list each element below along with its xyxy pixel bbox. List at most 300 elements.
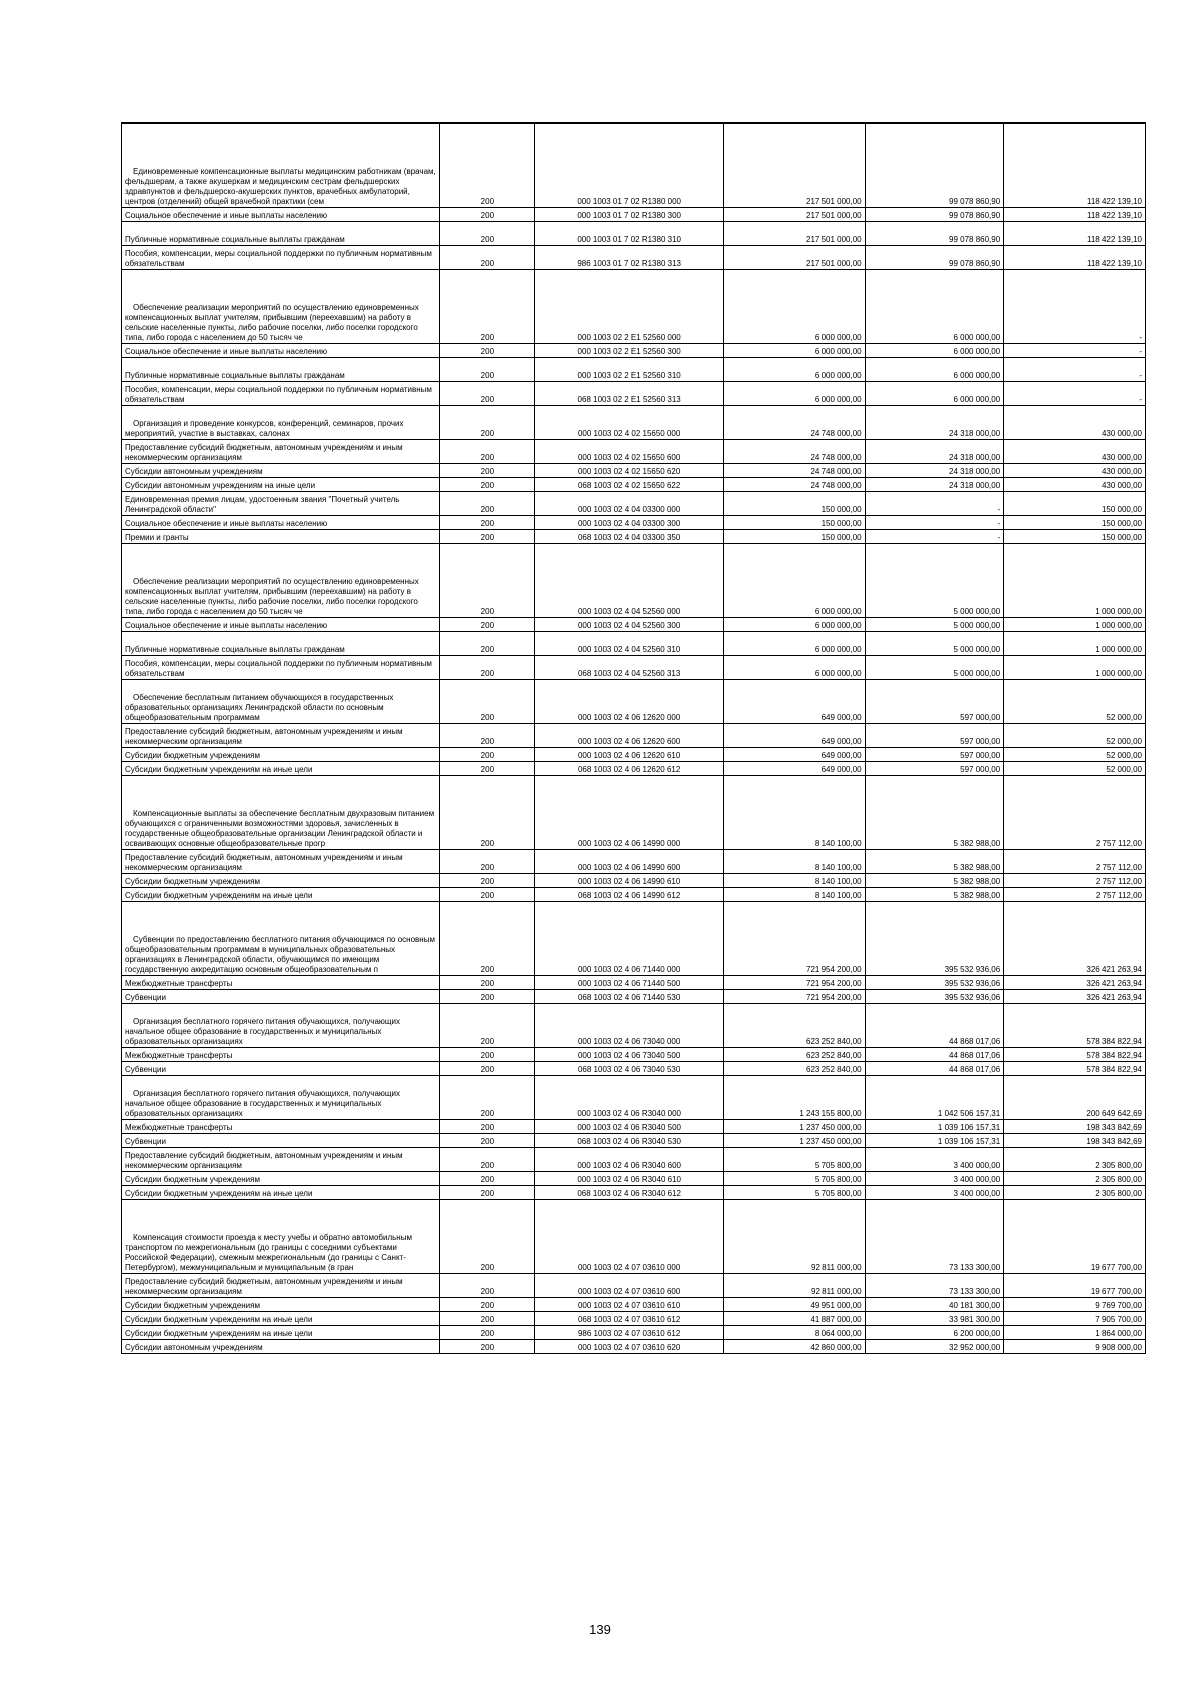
row-classifier-cell: 068 1003 02 4 06 R3040 530 <box>535 1133 723 1147</box>
row-plan-cell: 150 000,00 <box>723 529 865 543</box>
row-plan-cell: 649 000,00 <box>723 747 865 761</box>
row-code-cell: 200 <box>440 679 535 723</box>
table-row <box>122 1061 1146 1075</box>
row-classifier-cell: 986 1003 01 7 02 R1380 313 <box>535 245 723 269</box>
row-plan-cell: 721 954 200,00 <box>723 901 865 975</box>
row-code-cell: 200 <box>440 543 535 617</box>
row-code-cell: 200 <box>440 269 535 343</box>
row-code-cell: 200 <box>440 207 535 221</box>
row-name-cell: Субсидии бюджетным учреждениям на иные цели <box>122 761 440 775</box>
row-code-cell: 200 <box>440 989 535 1003</box>
row-plan-cell: 24 748 000,00 <box>723 439 865 463</box>
table-row <box>122 269 1146 343</box>
row-code-cell: 200 <box>440 357 535 381</box>
row-name-cell: Предоставление субсидий бюджетным, автономным учреждениям и иным некоммерческим организациям <box>122 1273 440 1297</box>
row-executed-cell: - <box>865 515 1004 529</box>
row-executed-cell: 6 200 000,00 <box>865 1325 1004 1339</box>
row-name-cell: Субсидии бюджетным учреждениям <box>122 1171 440 1185</box>
row-name-cell: Социальное обеспечение и иные выплаты населению <box>122 617 440 631</box>
row-code-cell: 200 <box>440 1075 535 1119</box>
row-executed-cell: 44 868 017,06 <box>865 1061 1004 1075</box>
row-executed-cell: 597 000,00 <box>865 723 1004 747</box>
row-remaining-cell: 430 000,00 <box>1004 439 1146 463</box>
table-row <box>122 1325 1146 1339</box>
row-code-cell: 200 <box>440 245 535 269</box>
row-name-cell: Пособия, компенсации, меры социальной поддержки по публичным нормативным обязательствам <box>122 655 440 679</box>
table-row <box>122 775 1146 849</box>
table-row <box>122 679 1146 723</box>
table-row <box>122 463 1146 477</box>
row-classifier-cell: 000 1003 02 2 E1 52560 310 <box>535 357 723 381</box>
row-remaining-cell: 118 422 139,10 <box>1004 221 1146 245</box>
row-remaining-cell: 9 908 000,00 <box>1004 1339 1146 1353</box>
row-code-cell: 200 <box>440 775 535 849</box>
row-name-cell: Предоставление субсидий бюджетным, автономным учреждениям и иным некоммерческим организациям <box>122 849 440 873</box>
table-row <box>122 1297 1146 1311</box>
row-plan-cell: 6 000 000,00 <box>723 343 865 357</box>
row-classifier-cell: 068 1003 02 4 04 03300 350 <box>535 529 723 543</box>
row-code-cell: 200 <box>440 631 535 655</box>
table-body <box>122 123 1146 1353</box>
row-executed-cell: 73 133 300,00 <box>865 1199 1004 1273</box>
row-classifier-cell: 000 1003 01 7 02 R1380 000 <box>535 123 723 207</box>
row-classifier-cell: 000 1003 02 4 07 03610 600 <box>535 1273 723 1297</box>
table-row <box>122 1047 1146 1061</box>
row-classifier-cell: 068 1003 02 4 07 03610 612 <box>535 1311 723 1325</box>
row-remaining-cell: 7 905 700,00 <box>1004 1311 1146 1325</box>
table-row <box>122 617 1146 631</box>
row-remaining-cell: 118 422 139,10 <box>1004 123 1146 207</box>
row-code-cell: 200 <box>440 1171 535 1185</box>
row-executed-cell: 73 133 300,00 <box>865 1273 1004 1297</box>
row-plan-cell: 150 000,00 <box>723 515 865 529</box>
row-executed-cell: 3 400 000,00 <box>865 1171 1004 1185</box>
row-plan-cell: 649 000,00 <box>723 761 865 775</box>
table-row <box>122 655 1146 679</box>
row-executed-cell: 5 382 988,00 <box>865 887 1004 901</box>
row-remaining-cell: 2 305 800,00 <box>1004 1147 1146 1171</box>
row-executed-cell: 44 868 017,06 <box>865 1003 1004 1047</box>
row-executed-cell: 395 532 936,06 <box>865 989 1004 1003</box>
row-remaining-cell: 1 000 000,00 <box>1004 631 1146 655</box>
row-name-cell: Пособия, компенсации, меры социальной поддержки по публичным нормативным обязательствам <box>122 381 440 405</box>
row-code-cell: 200 <box>440 1339 535 1353</box>
page-number: 139 <box>589 1622 611 1637</box>
table-row <box>122 515 1146 529</box>
table-row <box>122 1199 1146 1273</box>
table-row <box>122 439 1146 463</box>
budget-table-container <box>121 122 1146 1354</box>
row-executed-cell: 5 000 000,00 <box>865 655 1004 679</box>
row-executed-cell: 32 952 000,00 <box>865 1339 1004 1353</box>
row-remaining-cell: 2 757 112,00 <box>1004 873 1146 887</box>
row-classifier-cell: 000 1003 01 7 02 R1380 310 <box>535 221 723 245</box>
row-remaining-cell: 2 305 800,00 <box>1004 1185 1146 1199</box>
row-remaining-cell: 1 000 000,00 <box>1004 543 1146 617</box>
table-row <box>122 491 1146 515</box>
row-plan-cell: 1 237 450 000,00 <box>723 1133 865 1147</box>
row-remaining-cell: 19 677 700,00 <box>1004 1199 1146 1273</box>
row-name-cell: Субвенции по предоставлению бесплатного питания обучающимся по основным общеобразовательным программам в муниципальных образовательных организациях в Ленинградской области, обучающимся по имеющим государственную аккредитацию основным общеобразовательным п <box>122 901 440 975</box>
row-code-cell: 200 <box>440 1325 535 1339</box>
row-executed-cell: 5 382 988,00 <box>865 873 1004 887</box>
row-remaining-cell: - <box>1004 269 1146 343</box>
row-name-cell: Предоставление субсидий бюджетным, автономным учреждениям и иным некоммерческим организациям <box>122 439 440 463</box>
row-remaining-cell: 150 000,00 <box>1004 515 1146 529</box>
row-plan-cell: 6 000 000,00 <box>723 381 865 405</box>
row-remaining-cell: 150 000,00 <box>1004 529 1146 543</box>
row-code-cell: 200 <box>440 887 535 901</box>
row-executed-cell: 5 000 000,00 <box>865 617 1004 631</box>
row-classifier-cell: 068 1003 02 4 06 71440 530 <box>535 989 723 1003</box>
table-row <box>122 747 1146 761</box>
row-classifier-cell: 000 1003 02 4 06 R3040 000 <box>535 1075 723 1119</box>
table-row <box>122 1171 1146 1185</box>
row-name-cell: Единовременная премия лицам, удостоенным звания "Почетный учитель Ленинградской области" <box>122 491 440 515</box>
table-row <box>122 723 1146 747</box>
row-executed-cell: 5 382 988,00 <box>865 849 1004 873</box>
row-plan-cell: 721 954 200,00 <box>723 989 865 1003</box>
row-name-cell: Пособия, компенсации, меры социальной поддержки по публичным нормативным обязательствам <box>122 245 440 269</box>
table-row <box>122 761 1146 775</box>
row-executed-cell: 24 318 000,00 <box>865 439 1004 463</box>
row-code-cell: 200 <box>440 617 535 631</box>
row-classifier-cell: 000 1003 02 4 04 03300 000 <box>535 491 723 515</box>
row-executed-cell: 597 000,00 <box>865 747 1004 761</box>
row-plan-cell: 6 000 000,00 <box>723 655 865 679</box>
row-name-cell: Предоставление субсидий бюджетным, автономным учреждениям и иным некоммерческим организациям <box>122 1147 440 1171</box>
row-executed-cell: 5 000 000,00 <box>865 543 1004 617</box>
row-executed-cell: 3 400 000,00 <box>865 1147 1004 1171</box>
row-executed-cell: 597 000,00 <box>865 679 1004 723</box>
row-classifier-cell: 000 1003 02 2 E1 52560 000 <box>535 269 723 343</box>
row-remaining-cell: 200 649 642,69 <box>1004 1075 1146 1119</box>
row-plan-cell: 5 705 800,00 <box>723 1171 865 1185</box>
table-row <box>122 1185 1146 1199</box>
row-remaining-cell: - <box>1004 343 1146 357</box>
row-executed-cell: 44 868 017,06 <box>865 1047 1004 1061</box>
row-code-cell: 200 <box>440 873 535 887</box>
row-code-cell: 200 <box>440 1119 535 1133</box>
row-classifier-cell: 068 1003 02 4 04 52560 313 <box>535 655 723 679</box>
row-remaining-cell: 2 305 800,00 <box>1004 1171 1146 1185</box>
row-executed-cell: 6 000 000,00 <box>865 357 1004 381</box>
row-remaining-cell: 578 384 822,94 <box>1004 1047 1146 1061</box>
row-remaining-cell: 52 000,00 <box>1004 679 1146 723</box>
row-classifier-cell: 000 1003 02 4 04 52560 310 <box>535 631 723 655</box>
table-row <box>122 887 1146 901</box>
row-plan-cell: 623 252 840,00 <box>723 1061 865 1075</box>
row-code-cell: 200 <box>440 901 535 975</box>
row-code-cell: 200 <box>440 1061 535 1075</box>
row-remaining-cell: 52 000,00 <box>1004 723 1146 747</box>
row-name-cell: Организация и проведение конкурсов, конференций, семинаров, прочих мероприятий, участие в выставках, салонах <box>122 405 440 439</box>
row-remaining-cell: 1 000 000,00 <box>1004 655 1146 679</box>
row-code-cell: 200 <box>440 1147 535 1171</box>
row-remaining-cell: 19 677 700,00 <box>1004 1273 1146 1297</box>
row-plan-cell: 6 000 000,00 <box>723 617 865 631</box>
row-code-cell: 200 <box>440 1003 535 1047</box>
row-executed-cell: - <box>865 529 1004 543</box>
row-plan-cell: 6 000 000,00 <box>723 269 865 343</box>
row-code-cell: 200 <box>440 723 535 747</box>
row-name-cell: Субсидии бюджетным учреждениям <box>122 1297 440 1311</box>
row-classifier-cell: 000 1003 02 4 06 73040 000 <box>535 1003 723 1047</box>
row-name-cell: Социальное обеспечение и иные выплаты населению <box>122 515 440 529</box>
row-code-cell: 200 <box>440 221 535 245</box>
table-row <box>122 529 1146 543</box>
row-remaining-cell: 326 421 263,94 <box>1004 975 1146 989</box>
row-plan-cell: 721 954 200,00 <box>723 975 865 989</box>
row-remaining-cell: 9 769 700,00 <box>1004 1297 1146 1311</box>
table-row <box>122 1133 1146 1147</box>
row-plan-cell: 6 000 000,00 <box>723 631 865 655</box>
table-row <box>122 381 1146 405</box>
row-classifier-cell: 000 1003 02 4 04 52560 300 <box>535 617 723 631</box>
row-classifier-cell: 000 1003 02 4 06 14990 610 <box>535 873 723 887</box>
row-plan-cell: 8 140 100,00 <box>723 873 865 887</box>
row-plan-cell: 5 705 800,00 <box>723 1147 865 1171</box>
row-code-cell: 200 <box>440 1311 535 1325</box>
row-name-cell: Субвенции <box>122 1061 440 1075</box>
table-row <box>122 1273 1146 1297</box>
table-row <box>122 1311 1146 1325</box>
row-remaining-cell: 2 757 112,00 <box>1004 849 1146 873</box>
row-classifier-cell: 068 1003 02 4 06 R3040 612 <box>535 1185 723 1199</box>
row-name-cell: Компенсационные выплаты за обеспечение бесплатным двухразовым питанием обучающихся с ограниченными возможностями здоровья, зачисленных в государственные общеобразовательные организации Ленинградской области и осваивающих основные общеобразовательные прогр <box>122 775 440 849</box>
row-remaining-cell: 198 343 842,69 <box>1004 1133 1146 1147</box>
row-remaining-cell: 578 384 822,94 <box>1004 1061 1146 1075</box>
row-plan-cell: 1 237 450 000,00 <box>723 1119 865 1133</box>
row-plan-cell: 217 501 000,00 <box>723 245 865 269</box>
table-row <box>122 901 1146 975</box>
row-plan-cell: 217 501 000,00 <box>723 123 865 207</box>
row-name-cell: Компенсация стоимости проезда к месту учебы и обратно автомобильным транспортом по межрегиональным (до границы с соседними субъектами Российской Федерации), смежным межрегиональным (до границы с Санкт-Петербургом), межмуниципальным и муниципальным (в гран <box>122 1199 440 1273</box>
row-code-cell: 200 <box>440 439 535 463</box>
table-row <box>122 245 1146 269</box>
row-code-cell: 200 <box>440 1185 535 1199</box>
row-name-cell: Субсидии бюджетным учреждениям на иные цели <box>122 1185 440 1199</box>
row-remaining-cell: 2 757 112,00 <box>1004 887 1146 901</box>
table-row <box>122 1003 1146 1047</box>
row-code-cell: 200 <box>440 123 535 207</box>
row-executed-cell: 6 000 000,00 <box>865 343 1004 357</box>
table-row <box>122 989 1146 1003</box>
row-name-cell: Организация бесплатного горячего питания обучающихся, получающих начальное общее образование в государственных и муниципальных образовательных организациях <box>122 1003 440 1047</box>
row-code-cell: 200 <box>440 655 535 679</box>
row-remaining-cell: 118 422 139,10 <box>1004 207 1146 221</box>
row-plan-cell: 8 064 000,00 <box>723 1325 865 1339</box>
row-code-cell: 200 <box>440 463 535 477</box>
row-code-cell: 200 <box>440 975 535 989</box>
row-name-cell: Организация бесплатного горячего питания обучающихся, получающих начальное общее образование в государственных и муниципальных образовательных организациях <box>122 1075 440 1119</box>
row-code-cell: 200 <box>440 515 535 529</box>
row-classifier-cell: 000 1003 02 4 06 14990 600 <box>535 849 723 873</box>
row-classifier-cell: 000 1003 02 4 02 15650 000 <box>535 405 723 439</box>
row-executed-cell: 24 318 000,00 <box>865 463 1004 477</box>
row-remaining-cell: 430 000,00 <box>1004 405 1146 439</box>
row-executed-cell: 6 000 000,00 <box>865 381 1004 405</box>
row-plan-cell: 623 252 840,00 <box>723 1047 865 1061</box>
row-remaining-cell: 150 000,00 <box>1004 491 1146 515</box>
row-remaining-cell: 430 000,00 <box>1004 477 1146 491</box>
row-code-cell: 200 <box>440 491 535 515</box>
row-name-cell: Субсидии автономным учреждениям <box>122 1339 440 1353</box>
row-classifier-cell: 000 1003 02 4 06 73040 500 <box>535 1047 723 1061</box>
row-classifier-cell: 000 1003 02 4 06 12620 000 <box>535 679 723 723</box>
row-executed-cell: 33 981 300,00 <box>865 1311 1004 1325</box>
row-classifier-cell: 000 1003 02 4 07 03610 620 <box>535 1339 723 1353</box>
row-remaining-cell: 118 422 139,10 <box>1004 245 1146 269</box>
row-classifier-cell: 000 1003 02 4 06 12620 610 <box>535 747 723 761</box>
table-row <box>122 357 1146 381</box>
row-executed-cell: 6 000 000,00 <box>865 269 1004 343</box>
row-code-cell: 200 <box>440 405 535 439</box>
row-plan-cell: 49 951 000,00 <box>723 1297 865 1311</box>
row-classifier-cell: 068 1003 02 4 06 73040 530 <box>535 1061 723 1075</box>
row-remaining-cell: 578 384 822,94 <box>1004 1003 1146 1047</box>
row-name-cell: Субсидии бюджетным учреждениям <box>122 873 440 887</box>
row-executed-cell: 5 000 000,00 <box>865 631 1004 655</box>
row-classifier-cell: 000 1003 02 4 07 03610 610 <box>535 1297 723 1311</box>
row-plan-cell: 6 000 000,00 <box>723 543 865 617</box>
row-plan-cell: 6 000 000,00 <box>723 357 865 381</box>
row-plan-cell: 217 501 000,00 <box>723 221 865 245</box>
table-row <box>122 343 1146 357</box>
table-row <box>122 975 1146 989</box>
row-executed-cell: 99 078 860,90 <box>865 123 1004 207</box>
row-plan-cell: 217 501 000,00 <box>723 207 865 221</box>
row-code-cell: 200 <box>440 1133 535 1147</box>
row-remaining-cell: 52 000,00 <box>1004 761 1146 775</box>
table-row <box>122 1119 1146 1133</box>
row-classifier-cell: 000 1003 01 7 02 R1380 300 <box>535 207 723 221</box>
row-plan-cell: 41 887 000,00 <box>723 1311 865 1325</box>
row-executed-cell: 99 078 860,90 <box>865 207 1004 221</box>
row-name-cell: Социальное обеспечение и иные выплаты населению <box>122 343 440 357</box>
row-plan-cell: 649 000,00 <box>723 679 865 723</box>
row-name-cell: Обеспечение реализации мероприятий по осуществлению единовременных компенсационных выплат учителям, прибывшим (переехавшим) на работу в сельские населенные пункты, либо рабочие поселки, либо поселки городского типа, либо города с населением до 50 тысяч че <box>122 269 440 343</box>
row-code-cell: 200 <box>440 1199 535 1273</box>
row-code-cell: 200 <box>440 1273 535 1297</box>
row-name-cell: Премии и гранты <box>122 529 440 543</box>
table-row <box>122 543 1146 617</box>
row-executed-cell: 24 318 000,00 <box>865 477 1004 491</box>
row-code-cell: 200 <box>440 1297 535 1311</box>
row-executed-cell: 24 318 000,00 <box>865 405 1004 439</box>
row-name-cell: Субсидии автономным учреждениям на иные цели <box>122 477 440 491</box>
row-name-cell: Социальное обеспечение и иные выплаты населению <box>122 207 440 221</box>
table-row <box>122 1339 1146 1353</box>
row-classifier-cell: 000 1003 02 4 04 03300 300 <box>535 515 723 529</box>
row-classifier-cell: 000 1003 02 4 06 R3040 600 <box>535 1147 723 1171</box>
row-plan-cell: 1 243 155 800,00 <box>723 1075 865 1119</box>
row-executed-cell: 3 400 000,00 <box>865 1185 1004 1199</box>
row-executed-cell: 40 181 300,00 <box>865 1297 1004 1311</box>
row-name-cell: Субсидии автономным учреждениям <box>122 463 440 477</box>
row-name-cell: Субвенции <box>122 989 440 1003</box>
row-plan-cell: 92 811 000,00 <box>723 1273 865 1297</box>
row-classifier-cell: 068 1003 02 4 06 12620 612 <box>535 761 723 775</box>
budget-execution-table <box>121 122 1146 1354</box>
row-plan-cell: 8 140 100,00 <box>723 775 865 849</box>
row-code-cell: 200 <box>440 477 535 491</box>
row-name-cell: Субсидии бюджетным учреждениям на иные цели <box>122 1325 440 1339</box>
row-name-cell: Межбюджетные трансферты <box>122 975 440 989</box>
row-plan-cell: 150 000,00 <box>723 491 865 515</box>
table-row <box>122 405 1146 439</box>
row-classifier-cell: 000 1003 02 4 04 52560 000 <box>535 543 723 617</box>
row-name-cell: Публичные нормативные социальные выплаты гражданам <box>122 631 440 655</box>
row-code-cell: 200 <box>440 849 535 873</box>
row-remaining-cell: 198 343 842,69 <box>1004 1119 1146 1133</box>
row-plan-cell: 24 748 000,00 <box>723 477 865 491</box>
row-remaining-cell: 430 000,00 <box>1004 463 1146 477</box>
row-classifier-cell: 068 1003 02 4 02 15650 622 <box>535 477 723 491</box>
row-name-cell: Единовременные компенсационные выплаты медицинским работникам (врачам, фельдшерам, а также акушеркам и медицинским сестрам фельдшерских здравпунктов и фельдшерско-акушерских пунктов, врачебных амбулаторий, центров (отделений) общей врачебной практики (сем <box>122 123 440 207</box>
table-row <box>122 849 1146 873</box>
row-name-cell: Публичные нормативные социальные выплаты гражданам <box>122 357 440 381</box>
row-plan-cell: 92 811 000,00 <box>723 1199 865 1273</box>
row-plan-cell: 24 748 000,00 <box>723 463 865 477</box>
row-plan-cell: 42 860 000,00 <box>723 1339 865 1353</box>
row-name-cell: Обеспечение бесплатным питанием обучающихся в государственных образовательных организациях Ленинградской области по основным общеобразовательным программам <box>122 679 440 723</box>
row-executed-cell: - <box>865 491 1004 515</box>
table-row <box>122 221 1146 245</box>
row-executed-cell: 1 039 106 157,31 <box>865 1119 1004 1133</box>
row-name-cell: Публичные нормативные социальные выплаты гражданам <box>122 221 440 245</box>
row-plan-cell: 623 252 840,00 <box>723 1003 865 1047</box>
row-name-cell: Субсидии бюджетным учреждениям на иные цели <box>122 1311 440 1325</box>
row-remaining-cell: - <box>1004 357 1146 381</box>
row-name-cell: Субвенции <box>122 1133 440 1147</box>
table-row <box>122 873 1146 887</box>
row-remaining-cell: 326 421 263,94 <box>1004 989 1146 1003</box>
row-classifier-cell: 000 1003 02 4 06 R3040 500 <box>535 1119 723 1133</box>
row-classifier-cell: 068 1003 02 2 E1 52560 313 <box>535 381 723 405</box>
row-remaining-cell: 52 000,00 <box>1004 747 1146 761</box>
row-remaining-cell: 1 000 000,00 <box>1004 617 1146 631</box>
row-classifier-cell: 000 1003 02 2 E1 52560 300 <box>535 343 723 357</box>
table-row <box>122 477 1146 491</box>
row-executed-cell: 1 039 106 157,31 <box>865 1133 1004 1147</box>
row-executed-cell: 597 000,00 <box>865 761 1004 775</box>
row-classifier-cell: 000 1003 02 4 06 71440 500 <box>535 975 723 989</box>
row-executed-cell: 5 382 988,00 <box>865 775 1004 849</box>
row-remaining-cell: 1 864 000,00 <box>1004 1325 1146 1339</box>
row-plan-cell: 649 000,00 <box>723 723 865 747</box>
table-row <box>122 1075 1146 1119</box>
table-row <box>122 631 1146 655</box>
table-row <box>122 1147 1146 1171</box>
table-row <box>122 207 1146 221</box>
row-name-cell: Предоставление субсидий бюджетным, автономным учреждениям и иным некоммерческим организациям <box>122 723 440 747</box>
row-remaining-cell: 326 421 263,94 <box>1004 901 1146 975</box>
row-executed-cell: 99 078 860,90 <box>865 221 1004 245</box>
row-name-cell: Обеспечение реализации мероприятий по осуществлению единовременных компенсационных выплат учителям, прибывшим (переехавшим) на работу в сельские населенные пункты, либо рабочие поселки, либо поселки городского типа, либо города с населением до 50 тысяч че <box>122 543 440 617</box>
row-executed-cell: 395 532 936,06 <box>865 901 1004 975</box>
row-classifier-cell: 000 1003 02 4 02 15650 620 <box>535 463 723 477</box>
row-executed-cell: 99 078 860,90 <box>865 245 1004 269</box>
row-name-cell: Субсидии бюджетным учреждениям на иные цели <box>122 887 440 901</box>
row-code-cell: 200 <box>440 529 535 543</box>
table-row <box>122 123 1146 207</box>
row-classifier-cell: 068 1003 02 4 06 14990 612 <box>535 887 723 901</box>
row-plan-cell: 8 140 100,00 <box>723 849 865 873</box>
row-plan-cell: 5 705 800,00 <box>723 1185 865 1199</box>
row-classifier-cell: 000 1003 02 4 06 71440 000 <box>535 901 723 975</box>
row-remaining-cell: 2 757 112,00 <box>1004 775 1146 849</box>
